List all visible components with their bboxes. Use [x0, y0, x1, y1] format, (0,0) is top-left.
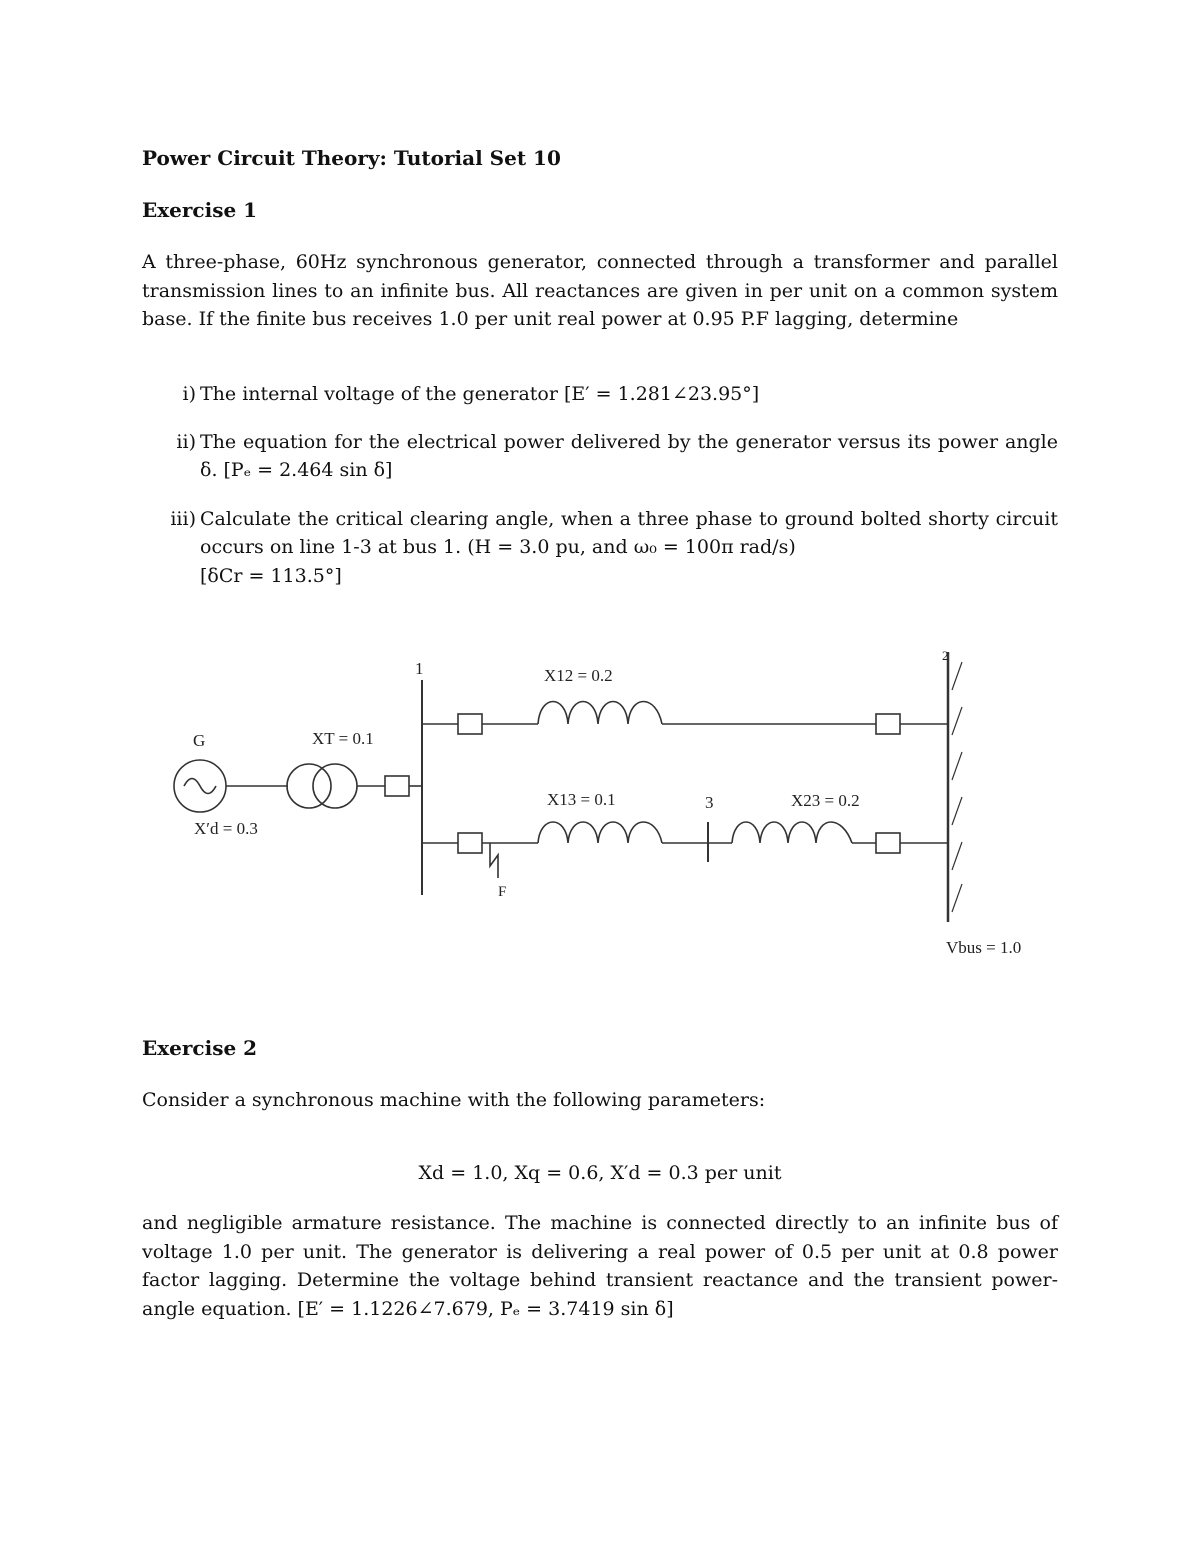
x12-label: X12 = 0.2 [544, 666, 613, 685]
item-text: Calculate the critical clearing angle, when a three phase to ground bolted shorty circuit occurs on line 1-3 at bus 1. (H = 3.0 pu, and ω₀ = 100π rad/s) [200, 508, 1058, 558]
breaker-gen [385, 776, 409, 796]
vbus-label: Vbus = 1.0 [946, 938, 1022, 957]
item-number: i) [182, 383, 196, 405]
bus-1-label: 1 [415, 659, 424, 678]
inductor-x13 [538, 822, 662, 843]
infinite-bus-hatch [952, 662, 962, 912]
breaker-13 [458, 833, 482, 853]
x13-label: X13 = 0.1 [547, 790, 616, 809]
item-answer: [δCr = 113.5°] [200, 565, 342, 587]
item-number: ii) [176, 431, 196, 453]
generator-sine [184, 779, 216, 794]
exercise-1-heading: Exercise 1 [142, 198, 258, 222]
breaker-12-b [876, 714, 900, 734]
item-text: The equation for the electrical power delivered by the generator versus its power angle δ. [Pₑ = 2.464 sin δ] [200, 431, 1058, 481]
transformer-coil-left [287, 764, 331, 808]
breaker-12-a [458, 714, 482, 734]
page-title: Power Circuit Theory: Tutorial Set 10 [142, 146, 561, 170]
generator-label: G [193, 731, 206, 750]
bus-2-label: 2 [942, 648, 949, 663]
bus-3-label: 3 [705, 793, 714, 812]
fault-label: F [498, 884, 507, 900]
fault-symbol [490, 843, 498, 878]
breaker-23 [876, 833, 900, 853]
exercise-2-intro: Consider a synchronous machine with the following parameters: [142, 1089, 766, 1111]
exercise-2-equation: Xd = 1.0, Xq = 0.6, X′d = 0.3 per unit [418, 1162, 782, 1184]
transformer-coil-right [313, 764, 357, 808]
exercise-2-body: and negligible armature resistance. The machine is connected directly to an infinite bus of voltage 1.0 per unit. The generator is delivering a real power of 0.5 per unit at 0.8 power factor lagging. Determine the voltage behind transient reactance and the transient power-angle equation. [E′ = 1.1226∠7.679, Pₑ = 3.7419 sin δ] [142, 1212, 1058, 1320]
xt-label: XT = 0.1 [312, 729, 374, 748]
item-text: The internal voltage of the generator [E′ = 1.281∠23.95°] [200, 383, 760, 405]
inductor-x12 [538, 702, 662, 725]
inductor-x23 [732, 822, 852, 843]
x23-label: X23 = 0.2 [791, 791, 860, 810]
xd-label: X′d = 0.3 [194, 819, 258, 838]
exercise-1-intro: A three-phase, 60Hz synchronous generator, connected through a transformer and parallel transmission lines to an infinite bus. All reactances are given in per unit on a common system base. If the finite bus receives 1.0 per unit real power at 0.95 P.F lagging, determine [142, 251, 1058, 330]
exercise-2-heading: Exercise 2 [142, 1036, 258, 1060]
item-number: iii) [170, 508, 196, 530]
